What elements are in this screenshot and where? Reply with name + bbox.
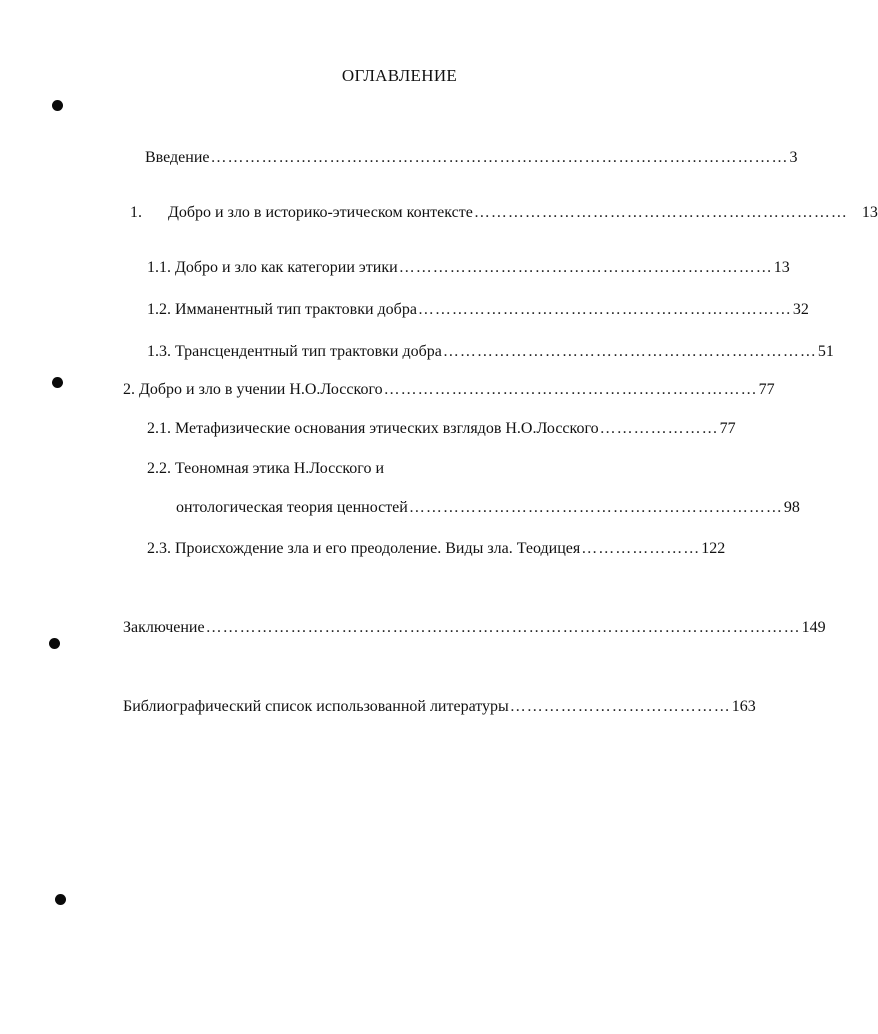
toc-label: Введение	[145, 149, 210, 166]
toc-leader: …………………………………………………………	[417, 301, 792, 318]
toc-label: 1.3. Трансцендентный тип трактовки добра	[147, 343, 442, 360]
toc-page-number: 13	[861, 204, 878, 221]
toc-leader: …………………………………………………………	[473, 204, 848, 221]
toc-entry-2-1	[147, 419, 736, 439]
toc-page-number: 3	[789, 149, 798, 166]
toc-entry-introduction	[145, 148, 798, 168]
toc-leader: …………………	[599, 420, 719, 437]
toc-entry-chapter-1	[130, 203, 878, 223]
toc-entry-2-3	[147, 539, 726, 559]
toc-label: 1.2. Имманентный тип трактовки добра	[147, 301, 417, 318]
toc-page-number: 77	[719, 420, 736, 437]
toc-entry-chapter-2	[123, 380, 775, 400]
toc-label: онтологическая теория ценностей	[176, 499, 408, 516]
punch-hole-mark	[55, 894, 66, 905]
toc-label: 2.3. Происхождение зла и его преодоление. Виды зла. Теодицея	[147, 540, 581, 557]
toc-label: 2.2. Теономная этика Н.Лосского и	[147, 460, 385, 477]
toc-page-number: 32	[792, 301, 809, 318]
punch-hole-mark	[49, 638, 60, 649]
toc-page-number: 163	[731, 698, 756, 715]
punch-hole-mark	[52, 100, 63, 111]
toc-number: 1.	[130, 204, 142, 221]
toc-label: 1.1. Добро и зло как категории этики	[147, 259, 398, 276]
toc-label: Заключение	[123, 619, 205, 636]
toc-label: Добро и зло в историко-этическом контексте	[168, 204, 473, 221]
toc-leader: …………………………………………………………	[398, 259, 773, 276]
toc-leader: …………………………………………………………………………………………	[210, 149, 789, 166]
toc-leader: …………………………………………………………	[442, 343, 817, 360]
toc-page-number: 122	[701, 540, 726, 557]
toc-entry-1-1	[147, 258, 790, 278]
toc-page-number: 51	[817, 343, 834, 360]
toc-entry-bibliography	[123, 697, 756, 717]
toc-label: Библиографический список использованной литературы	[123, 698, 509, 715]
toc-leader: …………………………………………………………	[383, 381, 758, 398]
toc-entry-2-2	[147, 459, 384, 479]
toc-page-number: 77	[758, 381, 775, 398]
toc-label: 2. Добро и зло в учении Н.О.Лосского	[123, 381, 383, 398]
toc-entry-1-3	[147, 342, 834, 362]
toc-page-number: 149	[801, 619, 826, 636]
page-title: ОГЛАВЛЕНИЕ	[341, 66, 458, 85]
toc-leader: ……………………………………………………………………………………………	[205, 619, 801, 636]
toc-leader: …………………	[581, 540, 701, 557]
toc-page-number: 98	[783, 499, 800, 516]
toc-leader: …………………………………	[509, 698, 731, 715]
toc-entry-2-2-continued	[176, 498, 800, 518]
toc-entry-1-2	[147, 300, 809, 320]
toc-label: 2.1. Метафизические основания этических взглядов Н.О.Лосского	[147, 420, 599, 437]
punch-hole-mark	[52, 377, 63, 388]
toc-leader: …………………………………………………………	[408, 499, 783, 516]
toc-entry-conclusion	[123, 618, 826, 638]
toc-page-number: 13	[773, 259, 790, 276]
